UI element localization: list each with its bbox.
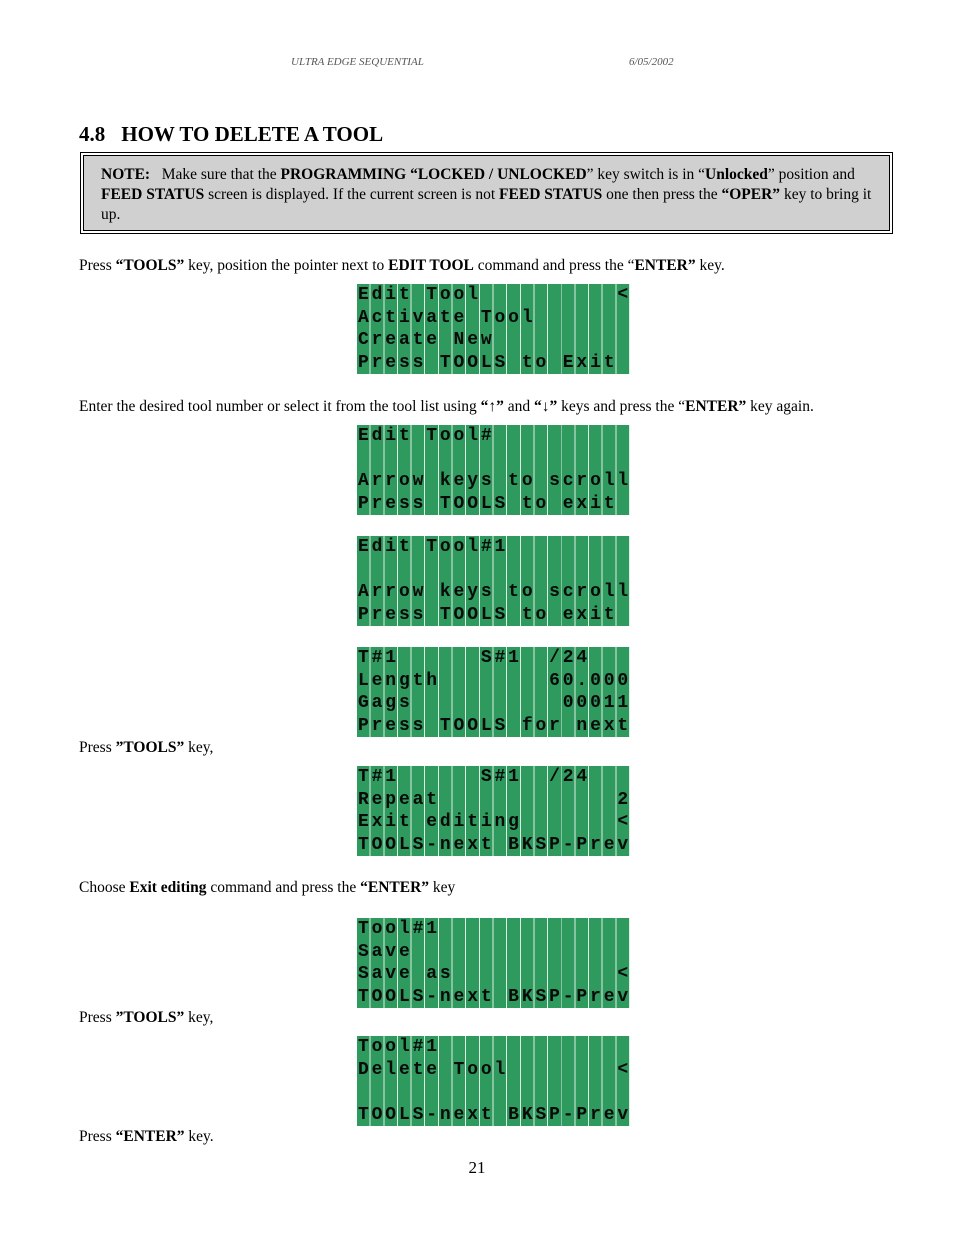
lcd-row: [357, 448, 630, 471]
lcd-row: [357, 1081, 630, 1104]
note-text-6: key to bring it up.: [101, 186, 872, 223]
lcd-row: Save as <: [358, 964, 632, 984]
lcd-row: Press TOOLS to exit: [358, 493, 618, 514]
lcd-row: Arrow keys to scroll: [358, 471, 632, 491]
note-box: [80, 152, 893, 234]
lcd-row: Edit Tool#1: [358, 537, 509, 557]
note-bold-4: FEED STATUS: [499, 186, 603, 203]
lcd-screen-edit-tool-1: [357, 536, 630, 626]
note-bold-1: PROGRAMMING “LOCKED / UNLOCKED: [280, 166, 587, 183]
lcd-row: Repeat 2: [358, 789, 632, 810]
lcd-row: TOOLS-next BKSP-Prev: [358, 834, 632, 855]
instruction-paragraph-1: Press “TOOLS” key, position the pointer next to EDIT TOOL command and press the “ENTER” key.: [79, 257, 725, 274]
lcd-row: Delete Tool <: [358, 1059, 632, 1080]
lcd-row: Length 60.000: [358, 670, 632, 691]
lcd-screen-tool-save: [357, 918, 630, 1008]
note-text: [83, 155, 890, 231]
page-number: 21: [468, 1158, 486, 1177]
note-text-1: Make sure that the: [161, 166, 281, 183]
note-label: NOTE:: [101, 166, 151, 183]
lcd-row: Edit Tool#: [358, 426, 495, 446]
note-text-5: one then press the: [602, 186, 722, 203]
lcd-screen-tool-delete: [357, 1036, 630, 1126]
lcd-row: Press TOOLS to exit: [358, 604, 618, 625]
note-bold-5: “OPER”: [721, 186, 781, 203]
lcd-row: Exit editing <: [358, 812, 632, 832]
section-title-text: HOW TO DELETE A TOOL: [121, 122, 384, 146]
instruction-paragraph-2: Enter the desired tool number or select it from the tool list using “↑” and “↓” keys and press the “ENTER” key again.: [79, 398, 814, 415]
lcd-row: T#1 S#1 /24: [358, 767, 591, 787]
lcd-row: Create New: [358, 330, 495, 350]
lcd-row: T#1 S#1 /24: [358, 648, 591, 668]
instruction-paragraph-5: Press ”TOOLS” key,: [79, 1009, 214, 1026]
lcd-row: Activate Tool: [358, 307, 536, 328]
lcd-row: Tool#1: [358, 919, 440, 939]
section-number: 4.8: [79, 122, 106, 146]
note-text-3: ” position and: [767, 166, 855, 183]
lcd-row: TOOLS-next BKSP-Prev: [358, 1104, 632, 1125]
lcd-screen-tool-length: [357, 647, 630, 737]
instruction-paragraph-4: Choose Exit editing command and press the “ENTER” key: [79, 879, 456, 896]
lcd-row: Edit Tool <: [358, 285, 632, 305]
lcd-row: Press TOOLS to Exit: [358, 352, 618, 373]
lcd-row: Gags 00011: [358, 693, 632, 713]
instruction-paragraph-6: Press “ENTER” key.: [79, 1128, 214, 1145]
lcd-screen-edit-tool-menu: [357, 284, 630, 374]
note-bold-3: FEED STATUS: [101, 186, 205, 203]
note-text-2: ” key switch is in “: [586, 166, 706, 183]
lcd-row: [357, 559, 630, 582]
running-header-title: ULTRA EDGE SEQUENTIAL: [291, 56, 424, 68]
note-text-4: screen is displayed. If the current screen is not: [204, 186, 500, 203]
note-bold-2: Unlocked: [705, 166, 768, 183]
lcd-row: Arrow keys to scroll: [358, 582, 632, 602]
lcd-screen-edit-tool-number: [357, 425, 630, 515]
lcd-row: Tool#1: [358, 1037, 440, 1057]
lcd-row: TOOLS-next BKSP-Prev: [358, 986, 632, 1007]
instruction-paragraph-3: Press ”TOOLS” key,: [79, 739, 214, 756]
section-title: [79, 122, 383, 147]
lcd-row: Press TOOLS for next: [358, 715, 632, 736]
lcd-screen-tool-repeat: [357, 766, 630, 856]
running-header-date: 6/05/2002: [629, 56, 674, 68]
lcd-row: Save: [358, 941, 413, 962]
